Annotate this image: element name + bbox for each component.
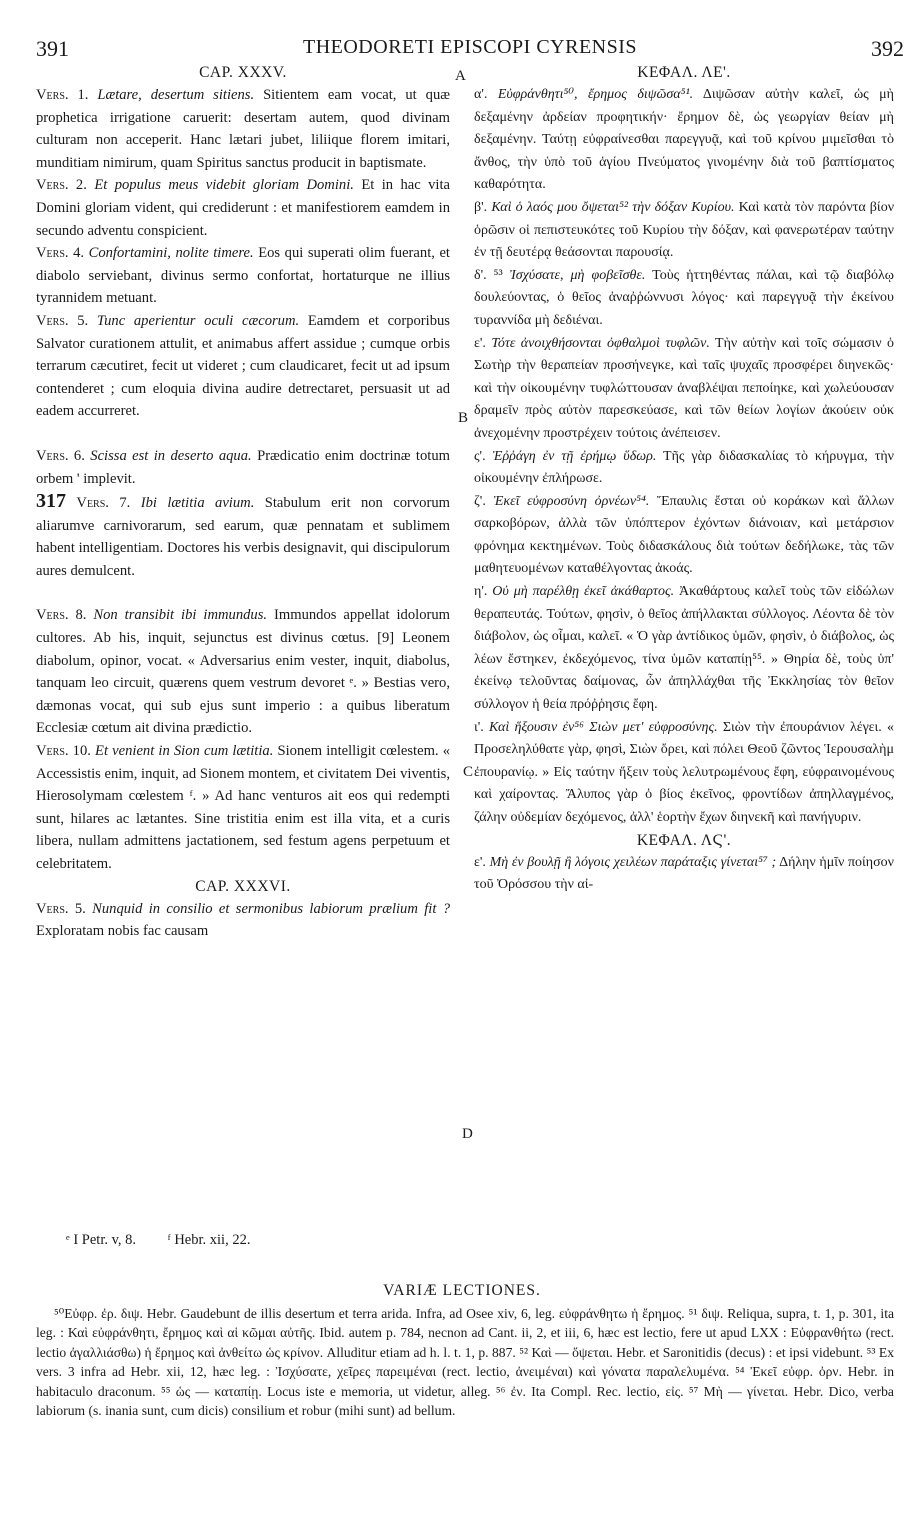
greek-verse-1 (474, 84, 894, 197)
running-title: THEODORETI EPISCOPI CYRENSIS (302, 36, 638, 58)
latin-verse-7 (36, 490, 450, 582)
verse-commentary: Ἀκαθάρτους καλεῖ τοὺς τῶν εἰδώλων θεραπευτάς. Τούτων, φησὶν, ὁ θεῖος ἀπήλλακται σύλλογος. Λέοντα δὲ τὸν διάβολον, ὡς οἶμαι, καλεῖ. « Ὁ γὰρ ἀντίδικος ὑμῶν, φησὶν, ὁ διάβολος, ὡς λέων ἔστηκεν, ἐκδεχόμενος, τίνα ὑμῶν καταπίῃ⁵⁵. » Θηρία δὲ, τοὺς ὑπ' ἐκείνῳ τελοῦντας δαίμονας, ὧν ἀπηλλάχθαι τῆς Ἐκκλησίας τὸν θεῖον σύλλογον ἡ θεία πρόῤῥησις ἔφη. (474, 584, 894, 713)
greek-verse-5 (474, 333, 894, 446)
verse-commentary: Sitientem eam vocat, ut quæ prophetica irrigatione caruerit: desertam autem, quod divinam culturam non acceperit. Hanc lætari jubet, liliique florem imitari, munditiam nimirum, quam Spiritus sanctus producit in baptismate. (36, 87, 450, 171)
page-number-left: 391 (36, 36, 69, 61)
latin-column (36, 62, 450, 943)
verse-lemma: Et venient in Sion cum lætitia. (95, 743, 274, 760)
verse-commentary: Eos qui superati olim fuerant, et diabolo serviebant, divinus sermo confortat, hortaturque ne illius tyrannidem metuant. (36, 245, 450, 307)
greek-verse-7 (474, 491, 894, 581)
verse-label: η'. (474, 584, 488, 600)
verse-label: Vers. 6. (36, 447, 85, 464)
verse-label: α'. (474, 87, 488, 102)
latin-verse-2 (36, 174, 450, 242)
verse-commentary: Τὴν αὐτὴν καὶ τοῖς σώμασιν ὁ Σωτὴρ τὴν θεραπείαν προσήνεγκε, καὶ ταῖς ψυχαῖς προσφέρει διηνεκῶς· καὶ τὴν οἰκουμένην τυφλώττουσαν ἀναβλέψαι πεποίηκε, καὶ χωλεύουσαν δραμεῖν πρὸς αὐτὸν παρεσκεύασε, καὶ τῶν θείων λογίων ἀκούειν οὐκ ἀνεχομένην προστρέχειν τούτοις ἀνέπεισεν. (474, 335, 895, 441)
variant-note-50: ⁵⁰Εὐφρ. ἐρ. διψ. Hebr. Gaudebunt de illis desertum et terra arida. Infra, ad Osee xiv, 6, leg. εὐφράνθητω ἡ ἔρημος. (54, 1306, 685, 1321)
footnote-e: ᵉ I Petr. v, 8. (66, 1232, 137, 1248)
verse-commentary: Ἔπαυλις ἔσται οὐ κοράκων καὶ ἄλλων σαρκοβόρων, ἀλλὰ τῶν ὑπόπτερον ἐχόντων διάνοιαν, καὶ μετάρσιον φρόνημα κεκτημένων. Τοὺς διδασκάλους διὰ τούτων δεδήλωκε, τὰς τῶν μαθητευομένων καταθέλγοντας ἀκοάς. (474, 493, 895, 577)
verse-label: Vers. 5. (36, 900, 86, 917)
variae-lectiones (36, 1304, 894, 1420)
variant-note-55: ⁵⁵ ὡς — καταπίῃ. Locus iste e memoria, ut videtur, alleg. (161, 1383, 491, 1399)
footnotes (66, 1232, 278, 1249)
latin-verse-8 (36, 604, 450, 740)
variant-note-52: ⁵² Καὶ — ὄψεται. Hebr. et Saronitidis (decus) : et ipsi videbunt. (519, 1344, 864, 1360)
verse-lemma: Lætare, desertum sitiens. (97, 87, 255, 103)
verse-commentary: Διψῶσαν αὐτὴν καλεῖ, ὡς μὴ δεξαμένην ἀρδείαν προφητικήν· ἔρημον δὲ, ὡς γεωργίαν θείαν μὴ δεξαμένην. Ταύτῃ εὐφραίνεσθαι παρεγγυᾷ, καὶ τοῦ κρίνου μιμεῖσθαι τὸ ἄνθος, τὴν ὑπὸ τοῦ ἁγίου Πνεύματος γινομένην διὰ τοῦ βαπτίσματος καθαρότητα. (474, 87, 895, 193)
greek-verse-5b (474, 852, 894, 897)
variant-note-53: ⁵³ Ex vers. 3 infra ad Hebr. xii, 12, hæc leg. : Ἰσχύσατε, χεῖρες παρειμέναι (rect. lectio, ἀνειμέναι) καὶ γόνατα παραλελυμένα. (36, 1344, 894, 1380)
verse-lemma: Εὐφράνθητι⁵⁰, ἔρημος διψῶσα⁵¹. (497, 87, 694, 102)
column-marker-a: A (455, 68, 466, 84)
verse-label: ς'. (474, 448, 486, 464)
verse-label: Vers. 7. (76, 495, 131, 512)
latin-verse-10 (36, 740, 450, 876)
verse-lemma: Μὴ ἐν βουλῇ ἢ λόγοις χειλέων παράταξις γίνεται⁵⁷ ; (489, 854, 777, 870)
verse-lemma: Nunquid in consilio et sermonibus labiorum prælium fit ? (92, 900, 450, 917)
column-marker-d: D (462, 1126, 473, 1142)
verse-label: ε'. (474, 335, 486, 351)
margin-page-number: 317 (36, 490, 66, 513)
verse-lemma: Non transibit ibi immundus. (93, 607, 268, 624)
footnote-f: ᶠ Hebr. xii, 22. (167, 1232, 251, 1248)
verse-lemma: Καὶ ὁ λαός μου ὄψεται⁵² τὴν δόξαν Κυρίου. (491, 199, 735, 215)
latin-verse-5b (36, 898, 450, 943)
verse-label: ζ'. (474, 493, 486, 509)
verse-commentary: Immundos appellat idolorum cultores. Ab his, inquit, sejunctus est divinus cœtus. [9] Leonem diabolum, opinor, vocat. « Adversarius enim vester, inquit, diabolus, tanquam leo circuit, quærens quem vestrum devoret ᵉ. » Bestias vero, dæmonas vocat, qui sub ejus sunt imperio : a quibus liberatum Ecclesiæ cœtum ait divina prædictio. (36, 607, 451, 737)
latin-verse-4 (36, 242, 450, 310)
verse-commentary: Stabulum erit non corvorum aliarumve carnivorarum, sed earum, quæ pennatam et sublimem habent intelligentiam. Doctores his verbis designavit, qui discipulorum aures demulcent. (36, 495, 450, 579)
verse-lemma: Tunc aperientur oculi cæcorum. (96, 312, 300, 329)
chapter-heading-greek-35: ΚΕΦΑΛ. ΛΕ'. (637, 64, 731, 81)
verse-commentary: Prædicatio enim doctrinæ totum orbem ' implevit. (36, 447, 450, 487)
verse-commentary: Et in hac vita Domini gloriam vident, qui crediderunt : et manifestiorem eamdem in secundo adventu conspicient. (36, 177, 451, 239)
verse-commentary: Sionem intelligit cœlestem. « Accessistis enim, inquit, ad Sionem montem, et civitatem Dei viventis, Hierosolymam cœlestem ᶠ. » Ad hanc venturos ait eos qui redempti sunt, hilares ac lætantes. Sine tristitia enim est illa vita, et a curis libera, nullam admittens jactationem, sed festum agens perpetuum et celebritatem. (36, 743, 450, 872)
greek-verse-4 (474, 265, 894, 333)
greek-verse-6 (474, 446, 894, 491)
verse-lemma: Οὐ μὴ παρέλθῃ ἐκεῖ ἀκάθαρτος. (492, 584, 675, 600)
greek-verse-10 (474, 717, 894, 830)
verse-label: Vers. 1. (36, 87, 89, 103)
column-marker-b: B (458, 410, 469, 426)
verse-lemma: Confortamini, nolite timere. (88, 245, 254, 262)
verse-commentary: Τοὺς ἡττηθέντας πάλαι, καὶ τῷ διαβόλῳ δουλεύοντας, ὁ θεῖος ἀναῤῥώννυσι λόγος· καὶ παρεγγυᾷ τὴν ἐκείνου τυραννίδα μὴ δεδιέναι. (474, 267, 894, 328)
verse-label: δ'. ⁵³ (474, 267, 503, 283)
verse-label: Vers. 4. (36, 245, 85, 262)
verse-lemma: Καὶ ἥξουσιν ἐν⁵⁶ Σιὼν μετ' εὐφροσύνης. (489, 719, 718, 735)
verse-commentary: Δήλην ἡμῖν ποίησον τοῦ Ὀρόσσου τὴν αἰ- (474, 854, 894, 893)
greek-verse-8 (474, 581, 894, 717)
variant-notes (36, 1304, 894, 1420)
column-marker-c: C (463, 764, 474, 780)
verse-label: ι'. (474, 719, 484, 735)
verse-commentary: Exploratam nobis fac causam (36, 923, 209, 940)
variant-note-54: ⁵⁴ Ἐκεῖ εὐφρ. ὀρν. Hebr. in habitaculo draconum. (36, 1364, 895, 1399)
verse-lemma: Ἐκεῖ εὐφροσύνη ὀρνέων⁵⁴. (493, 493, 650, 509)
verse-lemma: Τότε ἀνοιχθήσονται ὀφθαλμοὶ τυφλῶν. (491, 335, 710, 351)
chapter-heading-greek-36: ΚΕΦΑΛ. ΛϚ'. (636, 831, 732, 849)
greek-verse-2 (474, 197, 894, 265)
verse-commentary: Καὶ κατὰ τὸν παρόντα βίον ὁρῶσιν οἱ πεπιστευκότες τοῦ Κυρίου τὴν δόξαν, καὶ φανερωτέραν ταύτην ἐν τῇ δευτέρᾳ θεάσονται παρουσίᾳ. (474, 199, 895, 261)
verse-commentary: Τῆς γὰρ διδασκαλίας τὸ κήρυγμα, τὴν οἰκουμένην ἐπλήρωσε. (474, 448, 894, 487)
verse-label: Vers. 5. (36, 312, 89, 329)
variant-note-57: ⁵⁷ Μὴ — γίνεται. Hebr. Dico, verba labiorum (s. inania sunt, cum dicis) consilium et robur (mihi sunt) ad bellum. (36, 1383, 894, 1419)
chapter-heading-latin-35: CAP. XXXV. (199, 64, 287, 81)
variae-lectiones-title: VARIÆ LECTIONES. (383, 1282, 541, 1299)
greek-column (474, 62, 894, 897)
latin-verse-5 (36, 310, 450, 423)
verse-lemma: Et populus meus videbit gloriam Domini. (94, 177, 354, 194)
verse-label: β'. (474, 199, 488, 215)
verse-lemma: Ἐῤῥάγη ἐν τῇ ἐρήμῳ ὕδωρ. (492, 448, 657, 464)
verse-lemma: Scissa est in deserto aqua. (90, 447, 252, 464)
verse-commentary: Σιὼν τὴν ἐπουράνιον λέγει. « Προσεληλύθατε γὰρ, φησὶ, Σιὼν ὄρει, καὶ πόλει Θεοῦ ζῶντος Ἱερουσαλὴμ ἐπουρανίῳ. » Εἰς ταύτην ἥξειν τοὺς λελυτρωμένους ἔφη, εὐφραινομένους καὶ χαίροντας. Ἄλυπος γὰρ ὁ βίος ἐκεῖνος, φροντίδων ἀπηλλαγμένος, ζάλην οὐδεμίαν δεχόμενος, ἀλλ' ἑορτὴν ἔχων διηνεκῆ καὶ πανήγυριν. (474, 719, 895, 825)
page-number-right: 392 (871, 36, 904, 61)
latin-verse-6 (36, 445, 450, 490)
latin-verse-1 (36, 84, 450, 174)
variant-note-56: ⁵⁶ ἐν. Ita Compl. Rec. lectio, εἰς. (495, 1383, 684, 1399)
variant-note-51: ⁵¹ διψ. Reliqua, supra, t. 1, p. 301, ita leg. : Καὶ εὐφράνθητι, ἔρημος καὶ αἱ κῶμαι αὐτῆς. Ibid. autem p. 784, necnon ad Cant. ii, 2, et iii, 6, hæc est lectio, fere ut apud LXX : Εὐφρανθήτω (rect. lectio ἀγαλλιάσθω) ἡ ἔρημος καὶ ἀνθείτω ὡς κρίνον. Alluditur etiam ad h. l. t. 1, p. 887. (36, 1306, 895, 1360)
verse-lemma: Ἰσχύσατε, μὴ φοβεῖσθε. (509, 267, 646, 283)
verse-label: ε'. (474, 854, 486, 870)
verse-commentary: Eamdem et corporibus Salvator curationem attulit, et animabus affert assidue ; cumque orbis terrarum cæcutiret, fecit ut videret ; cum claudicaret, fecit ut ad ipsum contenderet ; cum eloquia divina audire detrectaret, persuasit ut ad eadem accurreret. (36, 312, 450, 420)
verse-label: Vers. 10. (36, 743, 91, 760)
verse-label: Vers. 8. (36, 607, 87, 624)
chapter-heading-latin-36: CAP. XXXVI. (195, 877, 291, 895)
verse-lemma: Ibi lætitia avium. (140, 495, 255, 512)
verse-label: Vers. 2. (36, 177, 87, 194)
